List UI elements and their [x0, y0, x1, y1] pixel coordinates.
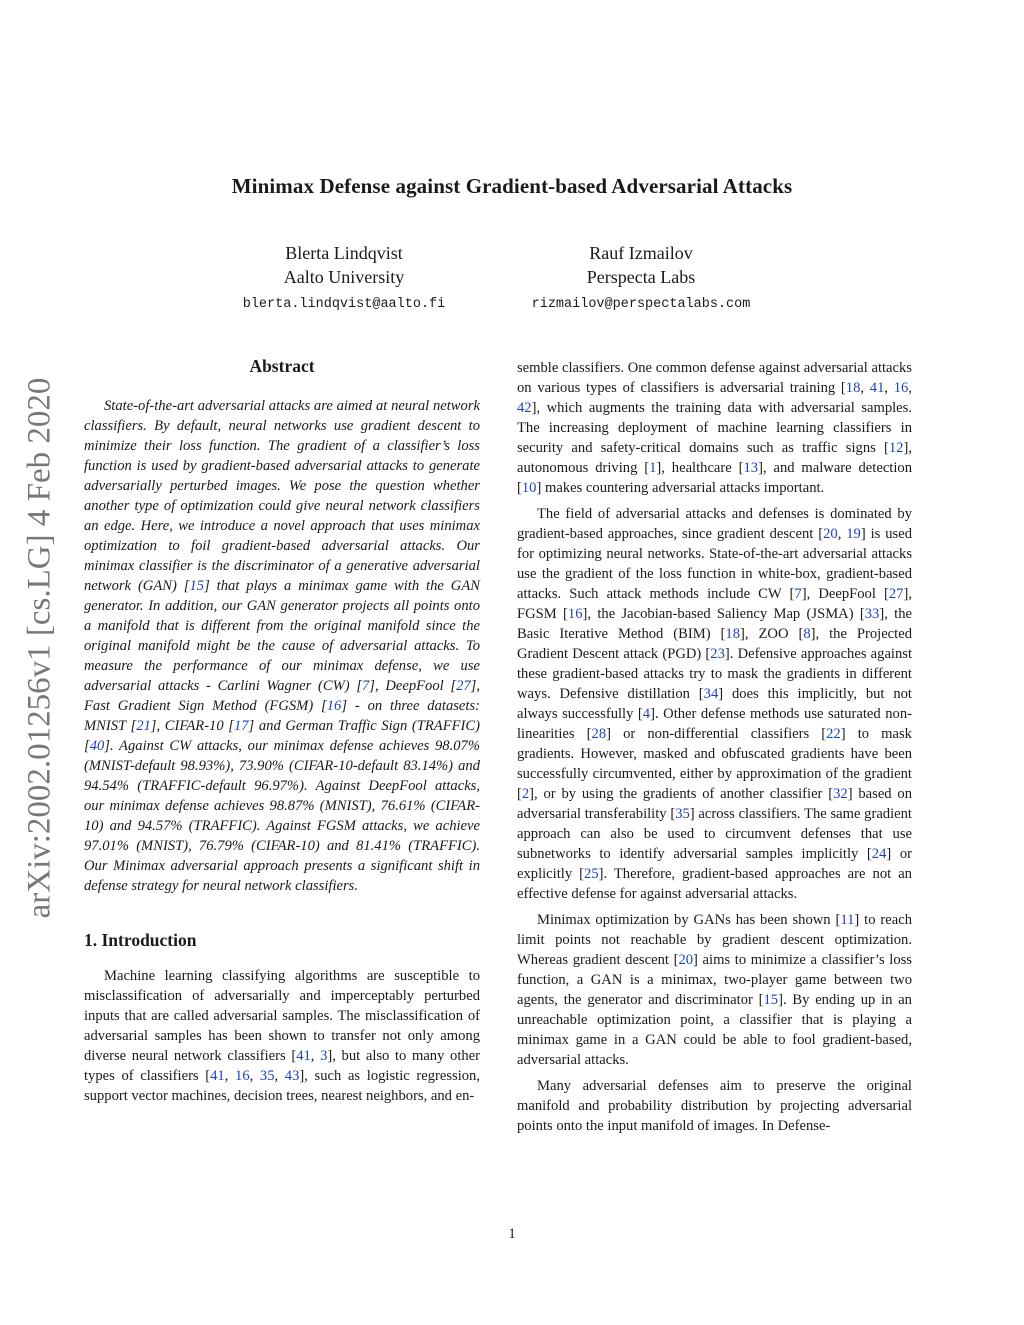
citation-link[interactable]: 12 [888, 440, 904, 456]
author-name: Blerta Lindqvist [285, 243, 403, 263]
page-number: 1 [508, 1226, 516, 1242]
citation-link[interactable]: 11 [840, 912, 855, 928]
arxiv-stamp-text: arXiv:2002.01256v1 [cs.LG] 4 Feb 2020 [21, 377, 58, 919]
citation-link[interactable]: 8 [803, 626, 811, 642]
citation-link[interactable]: 15 [189, 578, 205, 594]
citation-link[interactable]: 7 [362, 678, 370, 694]
citation-link[interactable]: 20 [823, 526, 838, 542]
citation-link[interactable]: 24 [871, 846, 887, 862]
citation-link[interactable]: 34 [703, 686, 719, 702]
citation-link[interactable]: 18 [845, 380, 861, 396]
author-email[interactable]: blerta.lindqvist@aalto.fi [242, 297, 446, 312]
paper-title: Minimax Defense against Gradient-based Adversarial Attacks [231, 174, 793, 198]
citation-link[interactable]: 16 [567, 606, 583, 622]
citation-link[interactable]: 13 [743, 460, 759, 476]
author-block [194, 241, 494, 312]
citation-link[interactable]: 42 [517, 400, 532, 416]
citation-link[interactable]: 2 [521, 786, 530, 802]
section-heading-introduction: 1. Introduction [84, 930, 197, 950]
citation-link[interactable]: 20 [678, 952, 694, 968]
left-column [84, 356, 480, 1106]
citation-link[interactable]: 27 [456, 678, 471, 694]
citation-link[interactable]: 1 [649, 460, 657, 476]
author-block [491, 241, 791, 312]
citation-link[interactable]: 4 [642, 706, 651, 722]
intro-paragraph: Many adversarial defenses aim to preserve the original manifold and probability distribution by projecting adversarial points onto the input manifold of images. In Defense- [517, 1078, 912, 1134]
citation-link[interactable]: 41 [869, 380, 885, 396]
citation-link[interactable]: 41 [210, 1068, 225, 1084]
abstract-body: State-of-the-art adversarial attacks are aimed at neural network classifiers. By default, neural networks use gradient descent to minimize their loss function. The gradient of a classifier’s loss function is used by gradient-based adversarial attacks to generate adversarially perturbed images. We pose the question whether another type of optimization could give neural network classifiers an edge. Here, we introduce a novel approach that uses minimax optimization to foil gradient-based adversarial attacks. Our minimax classifier is the discriminator of a generative adversarial network (GAN) [15] that plays a minimax game with the GAN generator. In addition, our GAN generator projects all points onto a manifold that is different from the original manifold since the original manifold might be the cause of adversarial attacks. To measure the performance of our minimax defense, we use adversarial attacks - Carlini Wagner (CW) [7], DeepFool [27], Fast Gradient Sign Method (FGSM) [16] - on three datasets: MNIST [21], CIFAR-10 [17] and German Traffic Sign (TRAFFIC) [40]. Against CW attacks, our minimax defense achieves 98.07% (MNIST-default 98.93%), 73.90% (CIFAR-10-default 83.14%) and 94.54% (TRAFFIC-default 96.97%). Against DeepFool attacks, our minimax defense achieves 98.87% (MNIST), 76.61% (CIFAR-10) and 94.57% (TRAFFIC). Against FGSM attacks, we achieve 97.01% (MNIST), 76.79% (CIFAR-10) and 81.41% (TRAFFIC). Our Minimax adversarial approach presents a significant shift in defense strategy for neural network classifiers. [84, 398, 481, 894]
citation-link[interactable]: 19 [846, 526, 861, 542]
citation-link[interactable]: 25 [584, 866, 599, 882]
right-column [517, 358, 912, 1136]
intro-paragraph: Minimax optimization by GANs has been shown [11] to reach limit points not reachable by gradient descent optimization. Whereas gradient descent [20] aims to minimize a classifier’s loss function, a GAN is a minimax, two-player game between two agents, the generator and discriminator [15]. By ending up in an unreachable optimization point, a classifier that is playing a minimax game in a GAN could be able to fool gradient-based, adversarial attacks. [517, 912, 912, 1068]
citation-link[interactable]: 15 [763, 992, 779, 1008]
citation-link[interactable]: 7 [794, 586, 802, 602]
citation-link[interactable]: 22 [826, 726, 841, 742]
author-affiliation: Aalto University [283, 267, 405, 287]
citation-link[interactable]: 16 [235, 1068, 250, 1084]
citation-link[interactable]: 21 [136, 718, 151, 734]
intro-paragraph: semble classifiers. One common defense against adversarial attacks on various types of classifiers is adversarial training [18, 41, 16, 42], which augments the training data with adversarial samples. The increasing deployment of machine learning classifiers in security and safety-critical domains such as traffic signs [12], autonomous driving [1], healthcare [13], and malware detection [10] makes countering adversarial attacks important. [517, 360, 912, 496]
citation-link[interactable]: 40 [89, 738, 105, 754]
citation-link[interactable]: 43 [284, 1068, 300, 1084]
author-name: Rauf Izmailov [589, 243, 693, 263]
citation-link[interactable]: 27 [888, 586, 904, 602]
abstract-heading: Abstract [249, 356, 315, 376]
citation-link[interactable]: 35 [675, 806, 690, 822]
citation-link[interactable]: 23 [710, 646, 725, 662]
author-affiliation: Perspecta Labs [586, 267, 696, 287]
citation-link[interactable]: 16 [326, 698, 342, 714]
author-email[interactable]: rizmailov@perspectalabs.com [531, 297, 751, 312]
intro-paragraph: Machine learning classifying algorithms are susceptible to misclassification of adversarially and imperceptably perturbed inputs that are called adversarial samples. The misclassification of adversarial samples has been shown to transfer not only among diverse neural network classifiers [41, 3], but also to many other types of classifiers [41, 16, 35, 43], such as logistic regression, support vector machines, decision trees, nearest neighbors, and en- [84, 968, 481, 1104]
citation-link[interactable]: 35 [259, 1068, 275, 1084]
citation-link[interactable]: 28 [591, 726, 607, 742]
citation-link[interactable]: 10 [521, 480, 537, 496]
citation-link[interactable]: 33 [864, 606, 880, 622]
citation-link[interactable]: 32 [833, 786, 848, 802]
citation-link[interactable]: 3 [320, 1048, 328, 1064]
citation-link[interactable]: 16 [893, 380, 909, 396]
citation-link[interactable]: 18 [725, 626, 741, 642]
intro-paragraph: The field of adversarial attacks and defenses is dominated by gradient-based approaches, since gradient descent [20, 19] is used for optimizing neural networks. State-of-the-art adversarial attacks use the gradient of the loss function in white-box, gradient-based attacks. Such attack methods include CW [7], DeepFool [27], FGSM [16], the Jacobian-based Saliency Map (JSMA) [33], the Basic Iterative Method (BIM) [18], ZOO [8], the Projected Gradient Descent attack (PGD) [23]. Defensive approaches against these gradient-based attacks try to mask the gradients in different ways. Defensive distillation [34] does this implicitly, but not always successfully [4]. Other defense methods use saturated non-linearities [28] or non-differential classifiers [22] to mask gradients. However, masked and obfuscated gradients have been successfully circumvented, either by approximation of the gradient [2], or by using the gradients of another classifier [32] based on adversarial transferability [35] across classifiers. The same gradient approach can also be used to circumvent defenses that use subnetworks to identify adversarial samples implicitly [24] or explicitly [25]. Therefore, gradient-based approaches are not an effective defense for against adversarial attacks. [517, 506, 913, 902]
citation-link[interactable]: 41 [296, 1048, 311, 1064]
citation-link[interactable]: 17 [233, 718, 249, 734]
